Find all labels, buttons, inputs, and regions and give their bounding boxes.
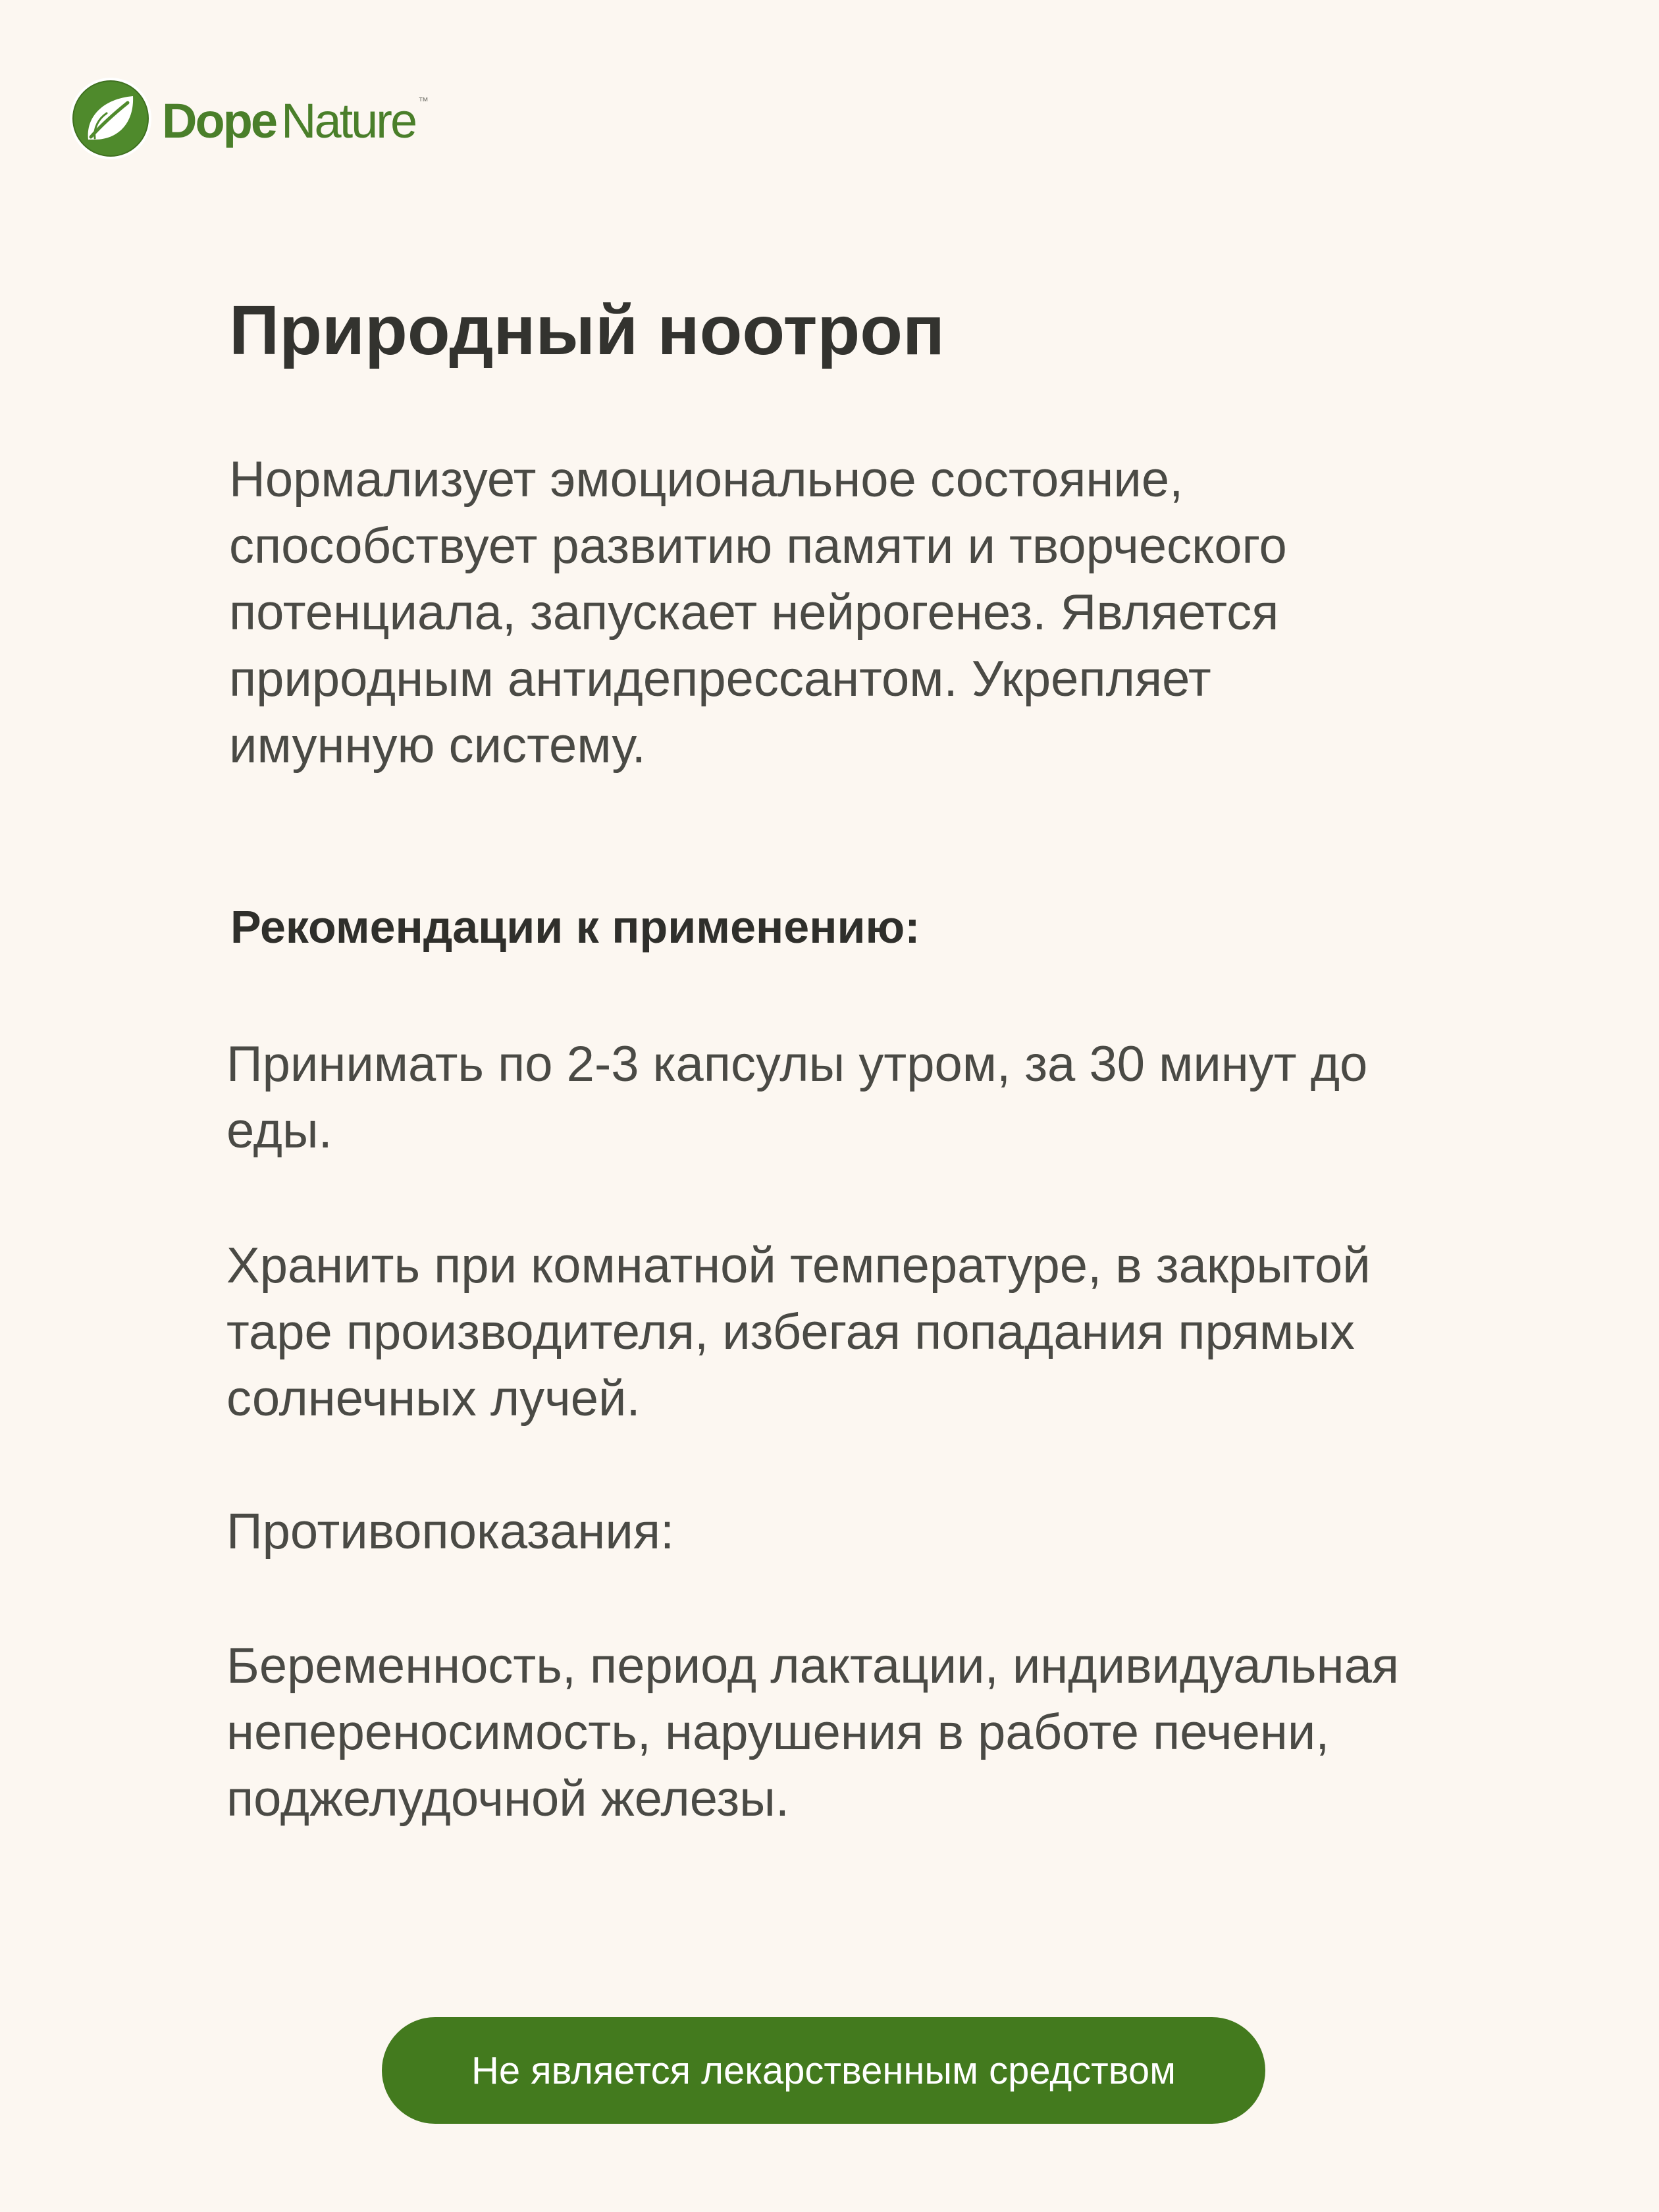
contraindications-label: Противопоказания: [226,1504,675,1560]
page-title: Природный ноотроп [229,292,945,369]
contraindications-text: Беременность, период лактации, индивидуальная непереносимость, нарушения в работе печени, поджелудочной железы. [226,1638,1399,1827]
dosage-text: Принимать по 2-3 капсулы утром, за 30 минут до еды. [226,1036,1368,1159]
product-description: Нормализует эмоциональное состояние, способствует развитию памяти и творческого потенциала, запускает нейрогенез. Является природным антидепрессантом. Укрепляет имунную систему. [229,452,1287,774]
brand-logo [68,76,429,161]
trademark-mark: ™ [418,96,429,107]
brand-name-regular: Nature [281,93,416,148]
not-medicine-badge: Не является лекарственным средством [382,2017,1265,2124]
recommendations-title: Рекомендации к применению: [230,901,920,953]
brand-name [162,93,429,148]
storage-text: Хранить при комнатной температуре, в закрытой таре производителя, избегая попадания прямых солнечных лучей. [226,1238,1371,1427]
brand-name-bold: Dope [162,93,276,148]
leaf-icon [68,76,153,161]
